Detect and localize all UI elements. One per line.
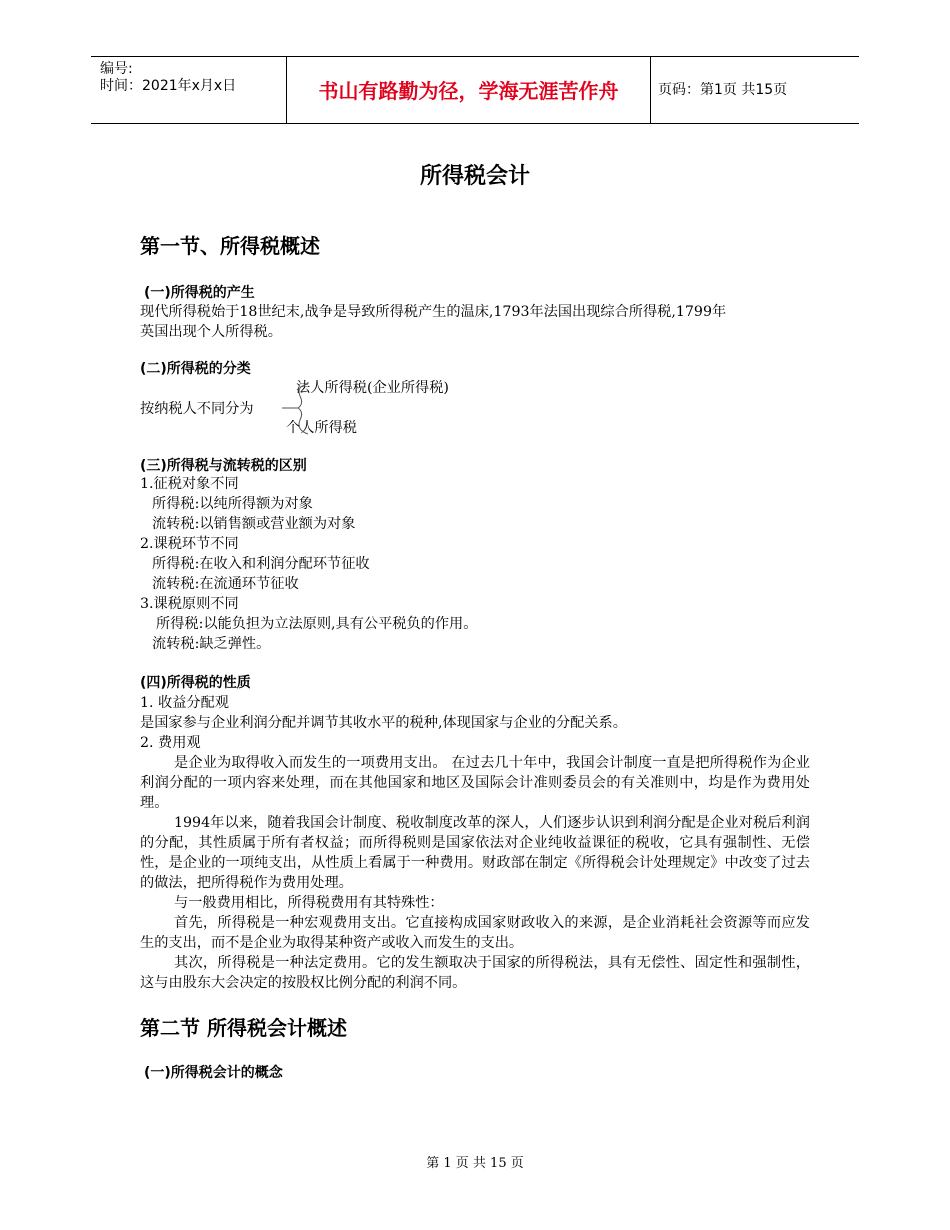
motto: 书山有路勤为径，学海无涯苦作舟 [318, 79, 619, 103]
sub3-line: 2.课税环节不同 [140, 536, 239, 552]
branch-bottom: 个人所得税 [286, 420, 357, 436]
paragraph: 首先，所得税是一种宏观费用支出。它直接构成国家财政收入的来源，是企业消耗社会资源等而应发生的支出，而不是企业为取得某种资产或收入而发生的支出。 [140, 915, 810, 951]
sub2-heading: (二)所得税的分类 [140, 361, 251, 377]
sub3-line: 3.课税原则不同 [140, 596, 239, 612]
time-label: 时间：2021年x月x日 [100, 78, 237, 94]
header-meta [91, 57, 286, 123]
branch-top: 法人所得税(企业所得税) [296, 380, 449, 396]
sub4-item1: 1. 收益分配观 [140, 695, 229, 711]
paragraph: 与一般费用相比，所得税费用有其特殊性： [174, 895, 444, 911]
sub3-line: 所得税:以纯所得额为对象 [152, 496, 313, 512]
page-info: 页码：第1页 共15页 [658, 82, 788, 98]
paragraph: 其次，所得税是一种法定费用。它的发生额取决于国家的所得税法，具有无偿性、固定性和强制性，这与由股东大会决定的按股权比例分配的利润不同。 [140, 955, 810, 991]
sub3-line: 所得税:在收入和利润分配环节征收 [152, 556, 370, 572]
sub4-item2: 2. 费用观 [140, 735, 201, 751]
section1-heading: 第一节、所得税概述 [140, 234, 320, 258]
header-page-cell [650, 57, 859, 123]
classification-lead: 按纳税人不同分为 [140, 401, 254, 417]
page-footer: 第 1 页 共 15 页 [426, 1156, 524, 1171]
page-header [91, 56, 859, 124]
number-label: 编号: [100, 61, 133, 77]
document-title: 所得税会计 [419, 164, 530, 189]
paragraph: 是企业为取得收入而发生的一项费用支出。 在过去几十年中，我国会计制度一直是把所得税作为企业利润分配的一项内容来处理，而在其他国家和地区及国际会计准则委员会的有关准则中，均是作为费用处理。 [140, 755, 810, 811]
section2-sub1-heading: (一)所得税会计的概念 [144, 1065, 283, 1081]
sub3-line: 1.征税对象不同 [140, 476, 239, 492]
sub1-line-2: 英国出现个人所得税。 [140, 324, 282, 340]
sub4-item1-text: 是国家参与企业利润分配并调节其收水平的税种,体现国家与企业的分配关系。 [140, 715, 627, 731]
sub3-line: 流转税:以销售额或营业额为对象 [152, 516, 356, 532]
header-motto-cell [286, 57, 651, 123]
sub3-line: 流转税:缺乏弹性。 [152, 636, 271, 652]
sub1-line-1: 现代所得税始于18世纪末,战争是导致所得税产生的温床,1793年法国出现综合所得税,1799年 [140, 304, 727, 320]
classification-brace [280, 380, 320, 440]
sub3-heading: (三)所得税与流转税的区别 [140, 458, 307, 474]
sub4-heading: (四)所得税的性质 [140, 675, 251, 691]
section2-heading: 第二节 所得税会计概述 [140, 1016, 347, 1040]
paragraph: 1994年以来，随着我国会计制度、税收制度改革的深人，人们逐步认识到利润分配是企业对税后利润的分配，其性质属于所有者权益；而所得税则是国家依法对企业纯收益课征的税收，它具有强制性、无偿性，是企业的一项纯支出，从性质上看属于一种费用。财政部在制定《所得税会计处理规定》中改变了过去的做法，把所得税作为费用处理。 [140, 815, 810, 891]
sub1-heading: (一)所得税的产生 [144, 285, 255, 301]
sub3-line: 所得税:以能负担为立法原则,具有公平税负的作用。 [156, 616, 478, 632]
sub3-line: 流转税:在流通环节征收 [152, 576, 299, 592]
